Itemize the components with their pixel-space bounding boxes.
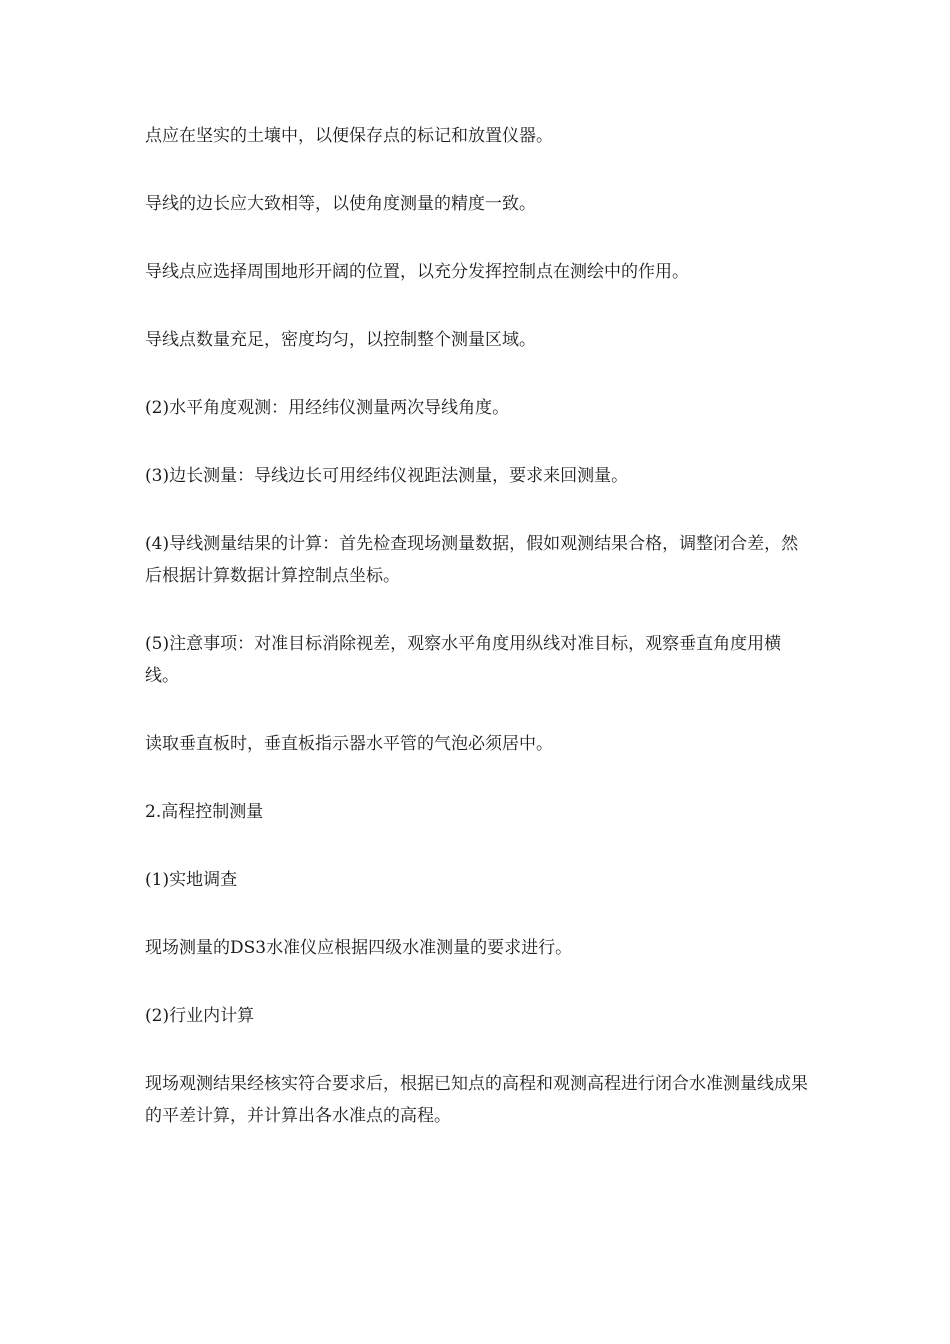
paragraph-14: 现场观测结果经核实符合要求后，根据已知点的高程和观测高程进行闭合水准测量线成果的平差计算，并计算出各水准点的高程。 xyxy=(145,1074,808,1126)
paragraph-1: 点应在坚实的土壤中，以便保存点的标记和放置仪器。 xyxy=(145,126,553,146)
subsection-heading-1: (1)实地调查 xyxy=(145,870,238,890)
paragraph-7: (4)导线测量结果的计算：首先检查现场测量数据，假如观测结果合格，调整闭合差，然后根据计算数据计算控制点坐标。 xyxy=(145,534,799,586)
paragraph-6: (3)边长测量：导线边长可用经纬仪视距法测量，要求来回测量。 xyxy=(145,466,629,486)
subsection-heading-2: (2)行业内计算 xyxy=(145,1006,255,1026)
section-heading: 2.高程控制测量 xyxy=(145,802,264,822)
paragraph-4: 导线点数量充足，密度均匀，以控制整个测量区域。 xyxy=(145,330,536,350)
paragraph-5: (2)水平角度观测：用经纬仪测量两次导线角度。 xyxy=(145,398,510,418)
paragraph-12: 现场测量的DS3水准仪应根据四级水准测量的要求进行。 xyxy=(145,938,573,958)
paragraph-2: 导线的边长应大致相等，以使角度测量的精度一致。 xyxy=(145,194,536,214)
paragraph-8: (5)注意事项：对准目标消除视差，观察水平角度用纵线对准目标，观察垂直角度用横线。 xyxy=(145,634,782,686)
paragraph-9: 读取垂直板时，垂直板指示器水平管的气泡必须居中。 xyxy=(145,734,553,754)
paragraph-3: 导线点应选择周围地形开阔的位置，以充分发挥控制点在测绘中的作用。 xyxy=(145,262,689,282)
